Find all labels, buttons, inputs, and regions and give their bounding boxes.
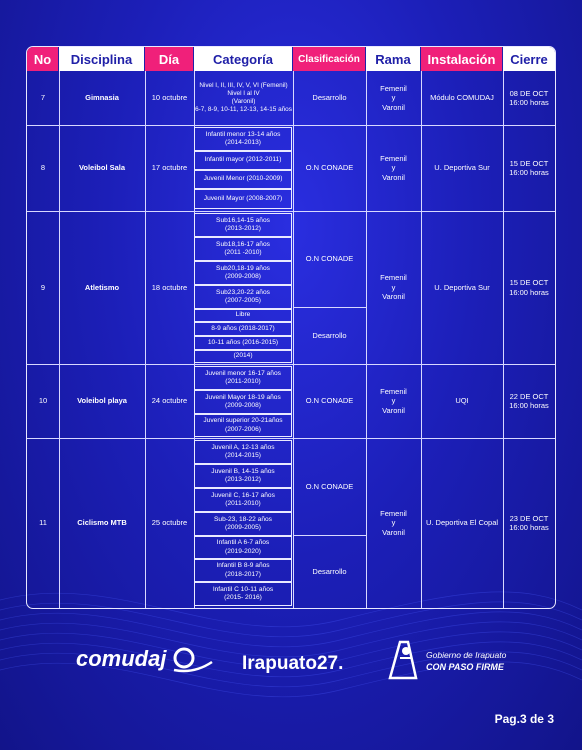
row-disciplina: Voleibol Sala	[78, 163, 126, 173]
row-cierre: 23 DE OCT 16:00 horas	[509, 513, 549, 532]
row-clasificacion: O.N CONADE	[305, 396, 354, 406]
row-cierre: 15 DE OCT 16:00 horas	[509, 158, 549, 177]
category-box: Juvenil A, 12-13 años (2014-2015)	[194, 440, 292, 464]
row-rama: Femenil y Varonil	[380, 153, 407, 182]
irapuato27-logo	[242, 644, 352, 678]
category-box: Juvenil B, 14-15 años (2013-2012)	[194, 464, 292, 488]
row-instalacion: UQI	[455, 396, 469, 406]
schedule-table	[26, 46, 556, 609]
row-disciplina: Ciclismo MTB	[77, 518, 127, 528]
category-box: Juvenil Mayor (2008-2007)	[194, 189, 292, 209]
row-cierre: 15 DE OCT 16:00 horas	[509, 278, 549, 297]
page-number: Pag.3 de 3	[494, 712, 554, 726]
header-no: No	[27, 47, 59, 71]
header-disciplina: Disciplina	[59, 47, 145, 71]
row-disciplina: Atletismo	[84, 282, 120, 292]
category-box: Sub18,16-17 años (2011 -2010)	[194, 237, 292, 261]
row-rama: Femenil y Varonil	[380, 508, 407, 537]
comudaj-logo	[74, 640, 214, 680]
category-box: Sub-23, 18-22 años (2009-2005)	[194, 512, 292, 536]
row-cierre: 22 DE OCT 16:00 horas	[509, 391, 549, 410]
row-rama: Femenil y Varonil	[380, 386, 407, 415]
category-box: Sub20,18-19 años (2009-2008)	[194, 261, 292, 285]
row-disciplina: Gimnasia	[85, 93, 119, 103]
category-box: Juvenil C, 16-17 años (2011-2010)	[194, 488, 292, 512]
category-box: Juvenil superior 20-21años (2007-2006)	[194, 414, 292, 437]
row-dia: 10 octubre	[151, 93, 188, 103]
category-box: Infantil mayor (2012-2011)	[194, 151, 292, 170]
row-number: 9	[40, 282, 46, 292]
category-box: Libre	[194, 309, 292, 322]
gobierno-logo-line1: Gobierno de Irapuato	[426, 650, 507, 660]
row-number: 8	[40, 163, 46, 173]
category-box: Juvenil Mayor 18-19 años (2009-2008)	[194, 390, 292, 414]
row-dia: 17 octubre	[151, 163, 188, 173]
row-cierre: 08 DE OCT 16:00 horas	[509, 88, 549, 107]
category-box: (2014)	[194, 350, 292, 363]
row-clasificacion: Desarrollo	[312, 566, 347, 576]
row-rama: Femenil y Varonil	[380, 273, 407, 302]
category-box: Juvenil menor 16-17 años (2011-2010)	[194, 366, 292, 390]
category-box: Sub16,14-15 años (2013-2012)	[194, 213, 292, 237]
irapuato27-logo-text: Irapuato27.	[242, 653, 344, 674]
row-dia: 24 octubre	[151, 396, 188, 406]
category-box: Infantil A 6-7 años (2019-2020)	[194, 536, 292, 559]
header-clasificacion: Clasificación	[293, 47, 366, 71]
header-dia: Día	[145, 47, 194, 71]
header-cierre: Cierre	[503, 47, 555, 71]
gobierno-logo-line2: CON PASO FIRME	[426, 662, 504, 672]
row-dia: 18 octubre	[151, 282, 188, 292]
row-disciplina: Voleibol playa	[77, 396, 127, 406]
comudaj-logo-text: comudaj	[76, 646, 167, 671]
category-box: 8-9 años (2018-2017)	[194, 322, 292, 336]
row-instalacion: Módulo COMUDAJ	[430, 93, 494, 103]
category-box: Juvenil Menor (2010-2009)	[194, 170, 292, 189]
row-clasificacion: Desarrollo	[312, 330, 347, 340]
row-number: 10	[38, 396, 48, 406]
header-rama: Rama	[366, 47, 421, 71]
row-clasificacion: O.N CONADE	[305, 481, 354, 491]
row-clasificacion: O.N CONADE	[305, 254, 354, 264]
table-header	[27, 47, 555, 71]
category-box: Infantil menor 13-14 años (2014-2013)	[194, 127, 292, 151]
category-box: Infantil B 8-9 años (2018-2017)	[194, 559, 292, 582]
header-categoria: Categoría	[194, 47, 293, 71]
category-box: 10-11 años (2016-2015)	[194, 336, 292, 350]
row-categoria: Nivel I, II, III, IV, V, VI (Femenil) Nivel I al IV (Varonil) 6-7, 8-9, 10-11, 12-13, 14-15 años	[195, 82, 292, 113]
row-number: 7	[40, 93, 46, 103]
row-clasificacion: O.N CONADE	[305, 163, 354, 173]
row-instalacion: U. Deportiva Sur	[434, 282, 490, 292]
gobierno-irapuato-logo	[386, 638, 536, 682]
category-box: Sub23,20-22 años (2007-2005)	[194, 285, 292, 309]
row-rama: Femenil y Varonil	[380, 83, 407, 112]
row-instalacion: U. Deportiva El Copal	[425, 518, 499, 528]
header-instalacion: Instalación	[421, 47, 503, 71]
row-number: 11	[39, 518, 47, 528]
row-clasificacion: Desarrollo	[312, 93, 347, 103]
category-box: Infantil C 10-11 años (2015- 2016)	[194, 582, 292, 606]
row-dia: 25 octubre	[151, 518, 188, 528]
row-instalacion: U. Deportiva Sur	[434, 163, 490, 173]
